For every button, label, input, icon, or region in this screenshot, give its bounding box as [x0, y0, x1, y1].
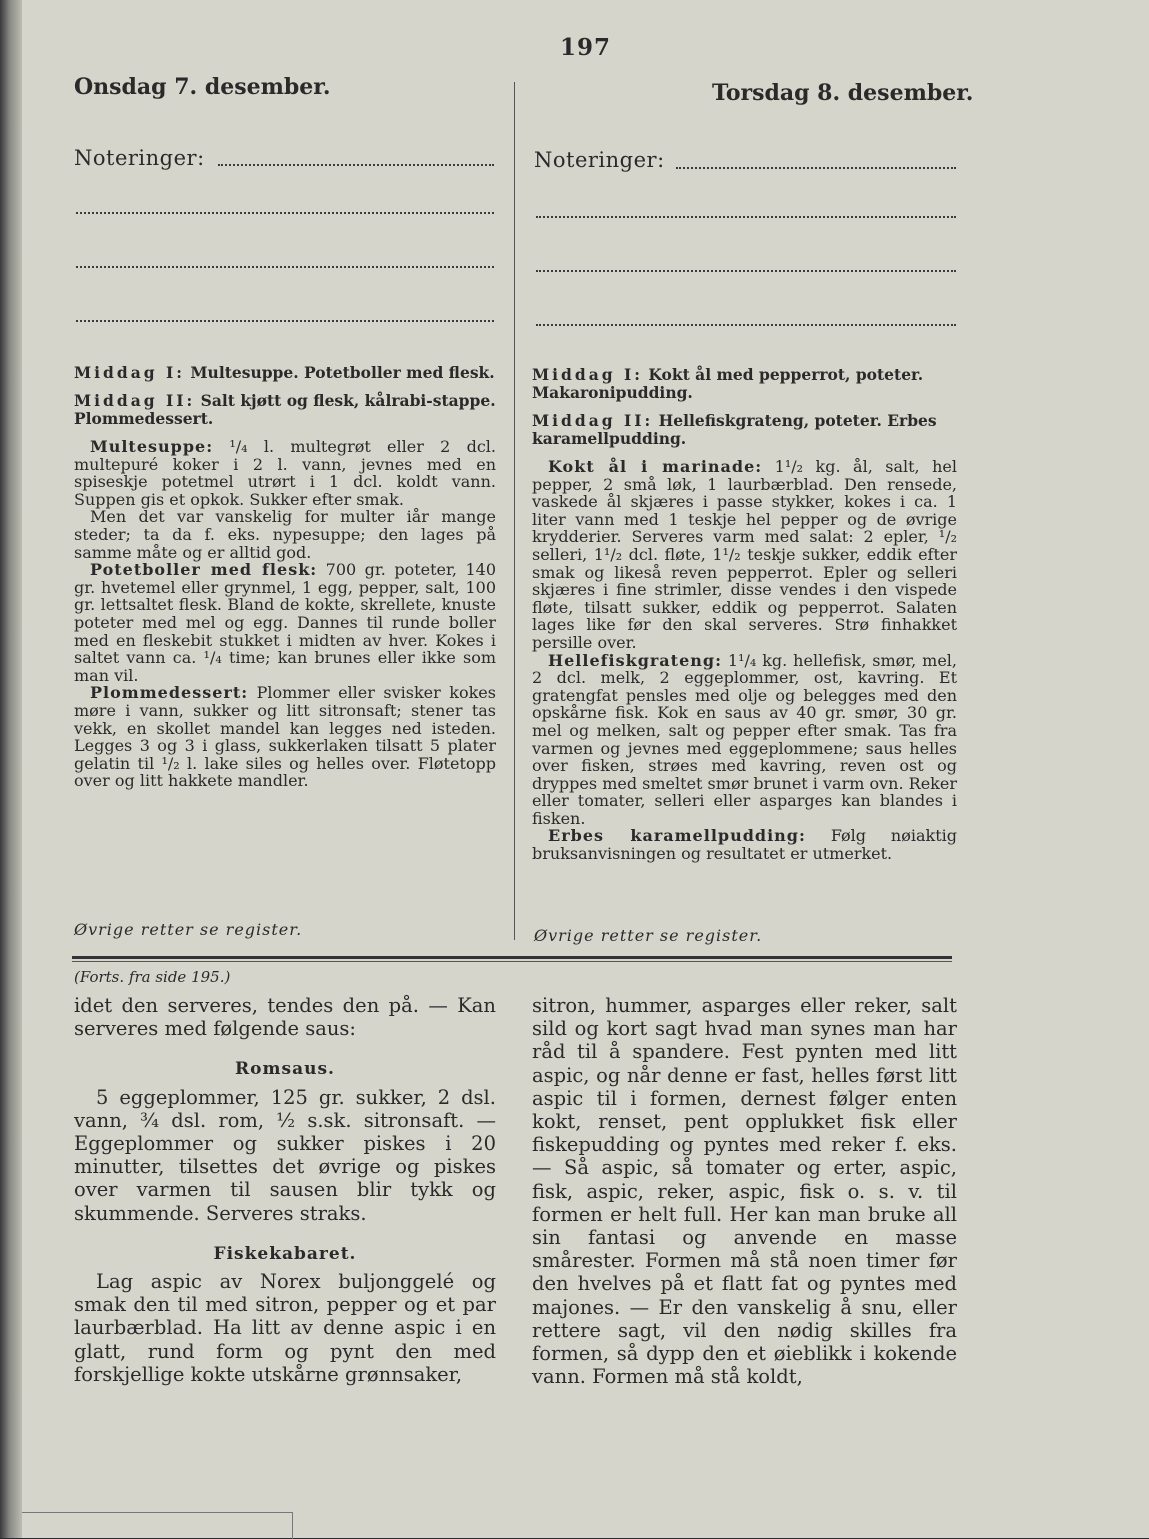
middag-dishes: Hellefiskgrateng, poteter. Erbes karamellpudding.: [532, 411, 937, 448]
recipe-heading: Multesuppe:: [90, 437, 214, 456]
recipe-paragraph: [74, 508, 496, 561]
right-notes-line[interactable]: [536, 270, 956, 272]
left-middag-2: [74, 392, 496, 428]
left-day-title: Onsdag 7. desember.: [74, 74, 331, 100]
page-edge: [0, 0, 22, 1538]
recipe-paragraph: [532, 827, 957, 862]
recipe-text: 1¹/₂ kg. ål, salt, hel pepper, 2 små løk, 1 laurbærblad. Den rensede, vaskede ål skjæres i passe stykker, kokes i ca. 1 liter vann med 1 teskje hel pepper og de øvrige krydderier. Serveres varm med salat: 2 epler, ¹/₂ selleri, 1¹/₂ dcl. fløte, 1¹/₂ teskje sukker, eddik efter smak og likeså reven pepperrot. Epler og selleri skjæres i fine strimler, disse vendes i den vispede fløte, tilsatt sukker, eddik og pepperrot. Salaten lages like før den skal serveres. Strø finhakket persille over.: [532, 457, 958, 652]
continued-from-note: (Forts. fra side 195.): [74, 968, 231, 986]
lower-left-text: [74, 994, 496, 1386]
middag-dishes: Multesuppe. Potetboller med flesk.: [190, 363, 495, 382]
lower-right-text: [532, 994, 957, 1388]
left-middag-1: [74, 364, 496, 382]
section-rule-thin: [72, 961, 952, 962]
romsaus-title: Romsaus.: [235, 1059, 335, 1080]
recipe-text: Men det var vanskelig for multer iår mange steder; ta da f. eks. nypesuppe; den lages på samme måte og er alltid god.: [74, 507, 496, 562]
right-notes-line[interactable]: [536, 216, 956, 218]
recipe-paragraph: [74, 438, 496, 508]
continuation-paragraph: sitron, hummer, asparges eller reker, salt sild og kort sagt hvad man synes man har råd til å spandere. Fest pynten med litt aspic, og når denne er fast, helles først litt aspic til i formen, dernest følger enten kokt, renset, pent opplukket fisk eller fiskepudding og pyntes med reker f. eks. — Så aspic, så tomater og erter, aspic, fisk, aspic, reker, aspic, fisk o. s. v. til formen er helt full. Her kan man bruke all sin fantasi og anvende en masse smårester. Formen må stå noen timer før den hvelves på et flatt fat og pyntes med majones. — Er den vanskelig å snu, eller rettere sagt, vil den nødig skilles fra formen, så dypp den et øieblikk i kokende vann. Formen må stå koldt,: [532, 994, 957, 1389]
right-recipes: [532, 458, 957, 863]
right-notes-line[interactable]: [536, 324, 956, 326]
lower-left-column: [74, 994, 496, 1386]
left-notes-line[interactable]: [218, 164, 494, 166]
page-tab-strip: [22, 1512, 293, 1539]
right-footer-note: Øvrige retter se register.: [534, 926, 763, 945]
middag-dishes: Salt kjøtt og flesk, kålrabi-stappe. Plommedessert.: [74, 391, 496, 428]
romsaus-paragraph: 5 eggeplommer, 125 gr. sukker, 2 dsl. vann, ¾ dsl. rom, ½ s.sk. sitronsaft. — Eggeplommer og sukker piskes i 20 minutter, tilsettes det øvrige og piskes over varmen til sausen blir tykk og skummende. Serveres straks.: [74, 1085, 496, 1225]
recipe-paragraph: [74, 561, 496, 684]
recipe-paragraph: [532, 652, 957, 828]
recipe-heading: Hellefiskgrateng:: [548, 650, 722, 670]
left-recipes: [74, 438, 496, 790]
section-rule: [72, 956, 952, 959]
left-notes-label: Noteringer:: [74, 146, 205, 170]
page-number: 197: [559, 34, 611, 61]
left-notes-line[interactable]: [76, 320, 494, 322]
left-footer-note: Øvrige retter se register.: [74, 920, 303, 939]
recipe-text: Plommer eller svisker kokes møre i vann, sukker og litt sitronsaft; stener tas vekk, en skollet mandel kan legges ned isteden. Legges 3 og 3 i glass, sukkerlaken tilsatt 5 plater gelatin til ¹/₂ l. lake siles og helles over. Fløtetopp over og litt hakkete mandler.: [74, 683, 496, 791]
recipe-text: 700 gr. poteter, 140 gr. hvetemel eller grynmel, 1 egg, pepper, salt, 100 gr. lettsaltet flesk. Bland de kokte, skrellete, knuste poteter med mel og egg. Dannes til runde boller med en fleskebit stukket i midten av hver. Kokes i saltet vann ca. ¹/₄ time; kan brunes eller ikke som man vil.: [74, 560, 497, 685]
middag-label: Middag I:: [74, 363, 185, 382]
fiskekabaret-paragraph: Lag aspic av Norex buljonggelé og smak den til med sitron, pepper og et par laurbærblad. Ha litt av denne aspic i en glatt, rund form og pynt den med forskjellige kokte utskårne grønnsaker,: [74, 1270, 496, 1386]
right-middag-2: [532, 412, 957, 448]
left-notes-line[interactable]: [76, 266, 494, 268]
recipe-heading: Erbes karamellpudding:: [548, 826, 806, 846]
column-divider: [514, 82, 515, 940]
fiskekabaret-title: Fiskekabaret.: [213, 1243, 357, 1264]
recipe-heading: Potetboller med flesk:: [90, 560, 318, 580]
middag-label: Middag I:: [532, 365, 643, 384]
recipe-heading: Plommedessert:: [90, 683, 249, 703]
recipe-text: ¹/₄ l. multegrøt eller 2 dcl. multepuré koker i 2 l. vann, jevnes med en spiseskje potetmel utrørt i 1 dcl. koldt vann. Suppen gis et opkok. Sukker efter smak.: [74, 437, 497, 509]
right-notes-label: Noteringer:: [534, 148, 665, 172]
middag-label: Middag II:: [74, 391, 196, 410]
recipe-text: Følg nøiaktig bruksanvisningen og resultatet er utmerket.: [532, 826, 958, 864]
recipe-heading: Kokt ål i marinade:: [548, 457, 763, 476]
right-menu-column: [532, 366, 957, 863]
middag-label: Middag II:: [532, 411, 654, 430]
recipe-text: 1¹/₄ kg. hellefisk, smør, mel, 2 dcl. melk, 2 eggeplommer, ost, kavring. Et gratengfat pensles med olje og belegges med den opskårne fisk. Kok en saus av 40 gr. smør, 30 gr. mel og melken, salt og pepper efter smak. Tas fra varmen og jevnes med eggeplommene; saus helles over fisken, strøes med kavring, reven ost og dryppes med smeltet smør brunet i varm ovn. Reker eller tomater, selleri eller asparges kan blandes i fisken.: [532, 650, 957, 828]
lower-right-column: [532, 994, 957, 1388]
recipe-paragraph: [532, 458, 957, 652]
left-menu-column: [74, 364, 496, 790]
right-day-title: Torsdag 8. desember.: [712, 80, 974, 106]
middag-dishes: Kokt ål med pepperrot, poteter. Makaronipudding.: [532, 365, 924, 402]
left-notes-line[interactable]: [76, 212, 494, 214]
right-notes-line[interactable]: [676, 167, 956, 169]
book-page: [22, 0, 1149, 1538]
recipe-paragraph: [74, 684, 496, 790]
right-middag-1: [532, 366, 957, 402]
intro-paragraph: idet den serveres, tendes den på. — Kan serveres med følgende saus:: [74, 994, 496, 1041]
